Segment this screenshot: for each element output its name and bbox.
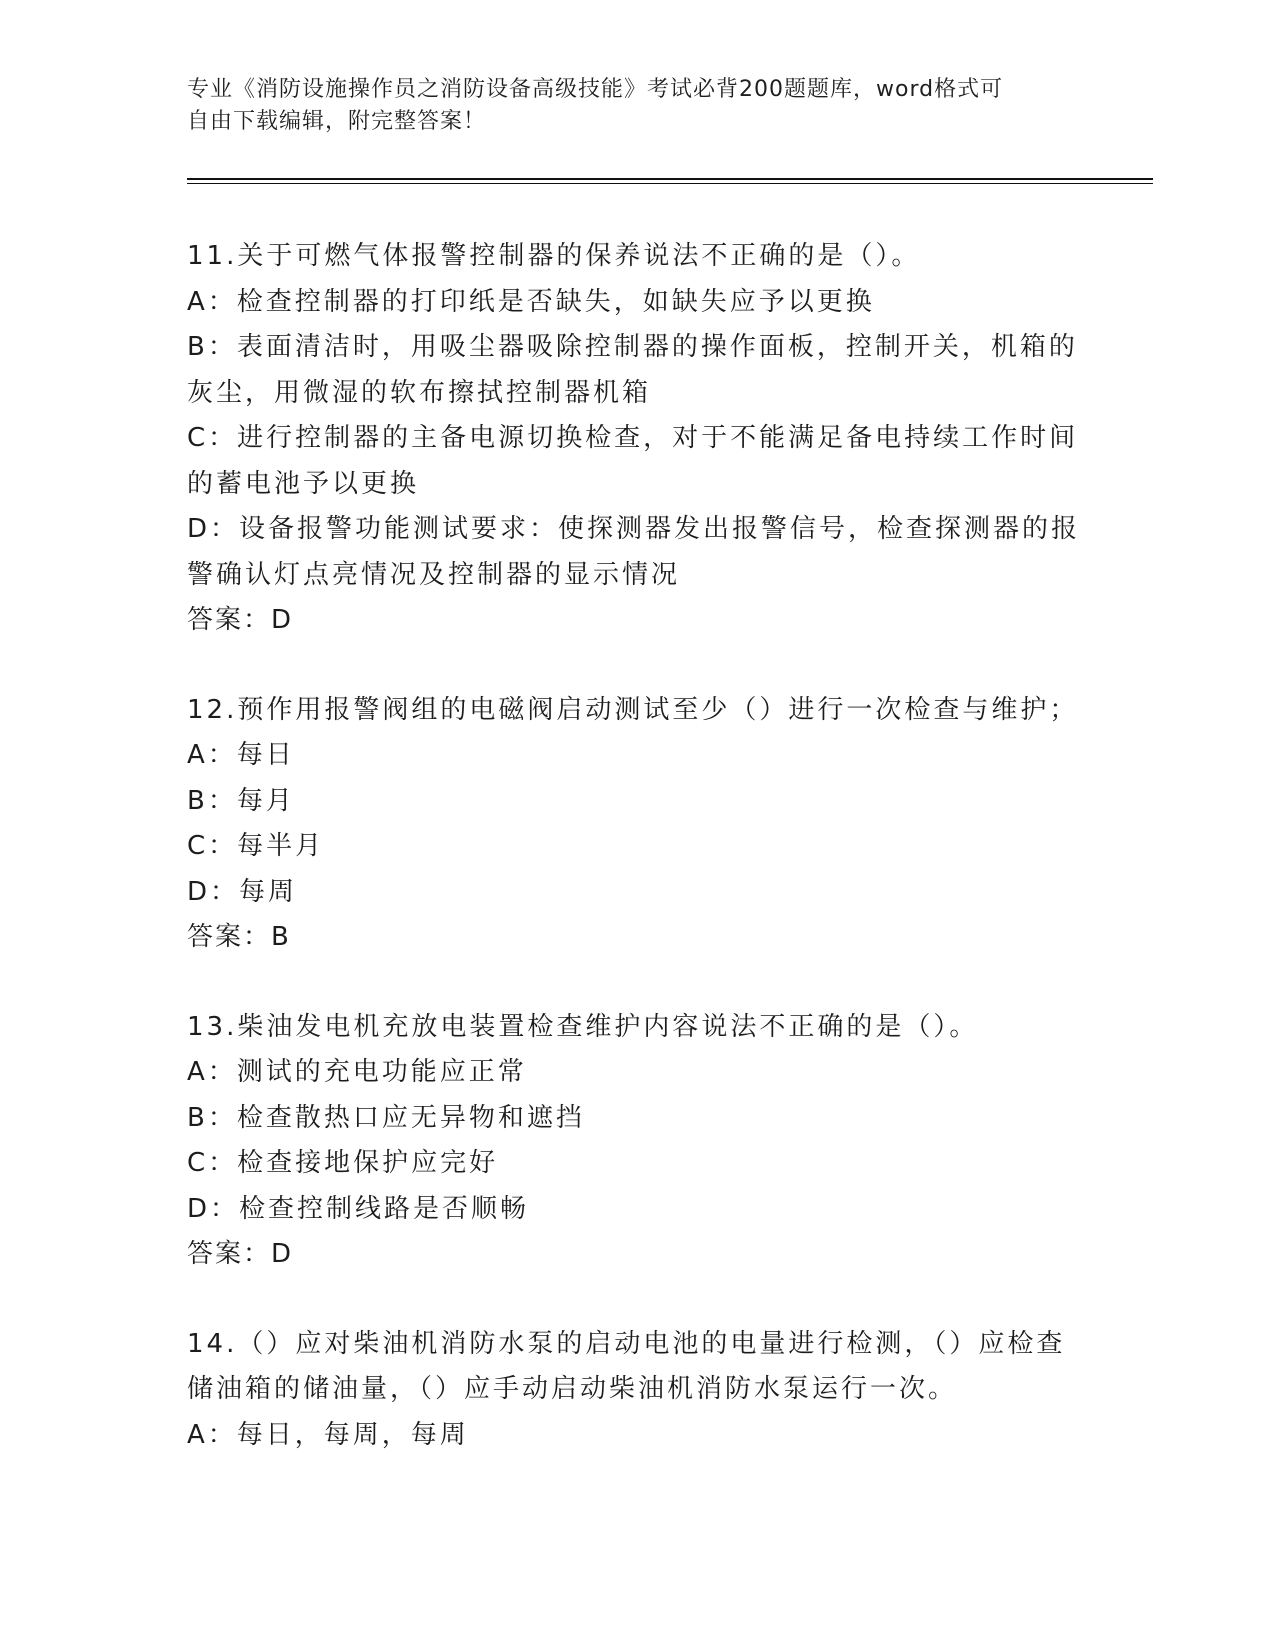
header-line-1: 专业《消防设施操作员之消防设备高级技能》考试必背200题题库，word格式可 xyxy=(187,77,1004,102)
question-stem: 13.柴油发电机充放电装置检查维护内容说法不正确的是（）。 xyxy=(187,1011,979,1042)
header-rule-thick xyxy=(187,178,1153,180)
option-a: A：测试的充电功能应正常 xyxy=(187,1057,527,1087)
header-rule-thin xyxy=(187,183,1153,184)
question-stem: 11.关于可燃气体报警控制器的保养说法不正确的是（）。 xyxy=(187,241,921,271)
question-11 xyxy=(187,234,1087,644)
document-header xyxy=(187,74,1067,138)
option-b: B：表面清洁时，用吸尘器吸除控制器的操作面板，控制开关，机箱的 xyxy=(187,332,1078,362)
question-12 xyxy=(187,688,1087,961)
option-a: A：检查控制器的打印纸是否缺失，如缺失应予以更换 xyxy=(187,286,875,317)
option-d-continued: 警确认灯点亮情况及控制器的显示情况 xyxy=(187,559,681,590)
option-d: D：检查控制线路是否顺畅 xyxy=(187,1193,530,1224)
question-14 xyxy=(187,1322,1087,1459)
answer: 答案：B xyxy=(187,922,291,952)
option-c: C：检查接地保护应完好 xyxy=(187,1148,499,1178)
header-line-2: 自由下载编辑，附完整答案！ xyxy=(187,109,487,134)
answer: 答案：D xyxy=(187,1239,294,1269)
answer: 答案：D xyxy=(187,605,294,635)
option-d: D：每周 xyxy=(187,876,298,907)
question-stem-continued: 储油箱的储油量，（）应手动启动柴油机消防水泵运行一次。 xyxy=(187,1374,958,1404)
question-stem: 14.（）应对柴油机消防水泵的启动电池的电量进行检测，（）应检查 xyxy=(187,1328,1066,1359)
option-b: B：每月 xyxy=(187,785,295,816)
option-d: D：设备报警功能测试要求：使探测器发出报警信号，检查探测器的报 xyxy=(187,514,1081,544)
option-b: B：检查散热口应无异物和遮挡 xyxy=(187,1102,585,1133)
option-c: C：每半月 xyxy=(187,831,325,861)
question-13 xyxy=(187,1005,1087,1278)
question-list xyxy=(187,234,1087,1502)
option-a: A：每日，每周，每周 xyxy=(187,1419,469,1450)
option-c-continued: 的蓄电池予以更换 xyxy=(187,468,420,499)
option-b-continued: 灰尘，用微湿的软布擦拭控制器机箱 xyxy=(187,377,652,408)
option-c: C：进行控制器的主备电源切换检查，对于不能满足备电持续工作时间 xyxy=(187,423,1079,453)
option-a: A：每日 xyxy=(187,740,295,770)
question-stem: 12.预作用报警阀组的电磁阀启动测试至少（）进行一次检查与维护； xyxy=(187,694,1079,725)
